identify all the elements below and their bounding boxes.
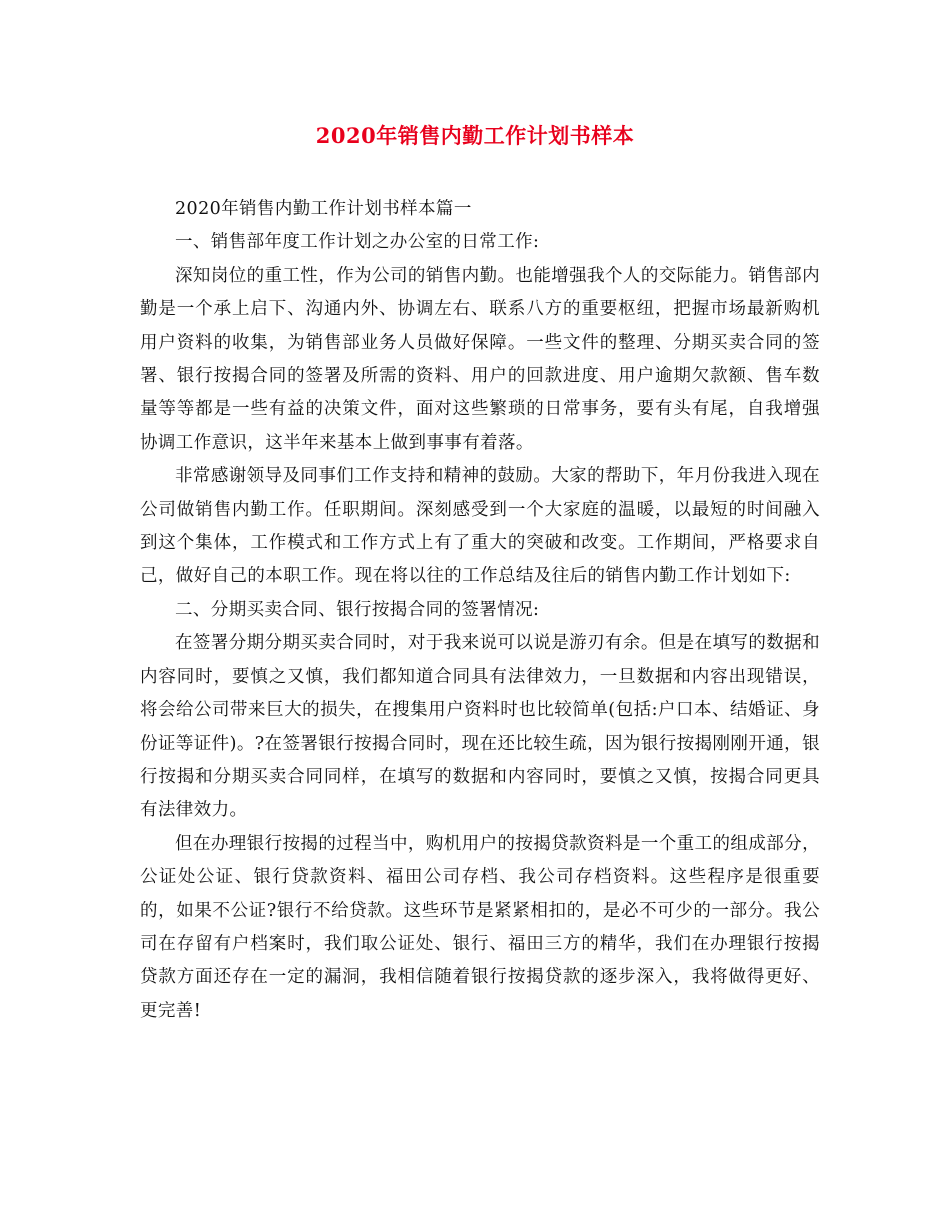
body-paragraph: 深知岗位的重工性，作为公司的销售内勤。也能增强我个人的交际能力。销售部内勤是一个承上启下、沟通内外、协调左右、联系八方的重要枢纽，把握市场最新购机用户资料的收集，为销售部业务人员做好保障。一些文件的整理、分期买卖合同的签署、银行按揭合同的签署及所需的资料、用户的回款进度、用户逾期欠款额、售车数量等等都是一些有益的决策文件，面对这些繁琐的日常事务，要有头有尾，自我增强协调工作意识，这半年来基本上做到事事有着落。 (140, 265, 820, 453)
body-paragraph: 但在办理银行按揭的过程当中，购机用户的按揭贷款资料是一个重工的组成部分，公证处公证、银行贷款资料、福田公司存档、我公司存档资料。这些程序是很重要的，如果不公证?银行不给贷款。这些环节是紧紧相扣的，是必不可少的一部分。我公司在存留有户档案时，我们取公证处、银行、福田三方的精华，我们在办理银行按揭贷款方面还存在一定的漏洞，我相信随着银行按揭贷款的逐步深入，我将做得更好、更完善! (140, 833, 820, 1021)
subsection-heading: 一、销售部年度工作计划之办公室的日常工作: (175, 232, 540, 253)
body-paragraph: 非常感谢领导及同事们工作支持和精神的鼓励。大家的帮助下，年月份我进入现在公司做销售内勤工作。任职期间。深刻感受到一个大家庭的温暖，以最短的时间融入到这个集体，工作模式和工作方式上有了重大的突破和改变。工作期间，严格要求自己，做好自己的本职工作。现在将以往的工作总结及往后的销售内勤工作计划如下: (140, 466, 820, 587)
section-heading: 2020年销售内勤工作计划书样本篇一 (175, 199, 472, 219)
document-title: 2020年销售内勤工作计划书样本 (315, 123, 635, 148)
body-paragraph: 在签署分期分期买卖合同时，对于我来说可以说是游刃有余。但是在填写的数据和内容同时，要慎之又慎，我们都知道合同具有法律效力，一旦数据和内容出现错误，将会给公司带来巨大的损失，在搜集用户资料时也比较简单(包括:户口本、结婚证、身份证等证件)。?在签署银行按揭合同时，现在还比较生疏，因为银行按揭刚刚开通，银行按揭和分期买卖合同同样，在填写的数据和内容同时，要慎之又慎，按揭合同更具有法律效力。 (140, 633, 820, 821)
document-body (140, 193, 820, 1028)
subsection-heading: 二、分期买卖合同、银行按揭合同的签署情况: (175, 599, 540, 620)
